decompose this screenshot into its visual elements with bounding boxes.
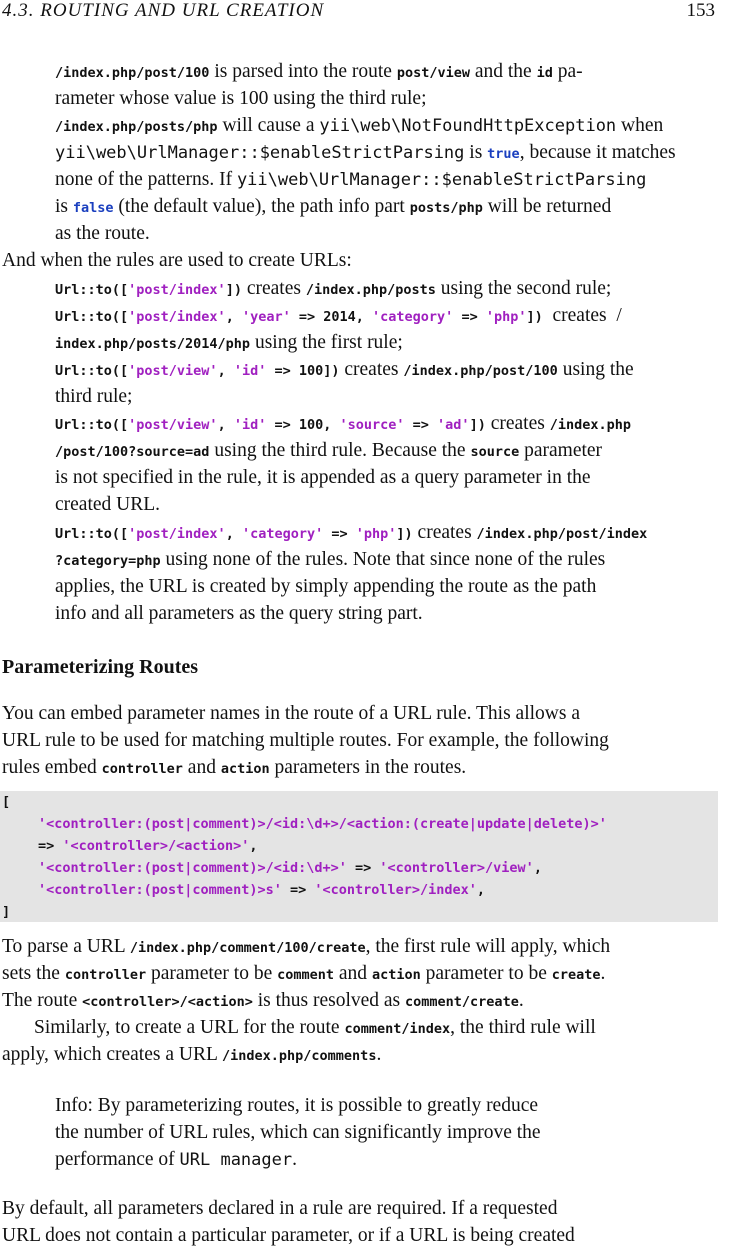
code-span: /index.php/posts [305,282,436,298]
code-span: create [551,967,601,983]
text: creates [412,522,477,543]
info-line1: Info: By parameterizing routes, it is possible to greatly reduce [55,1095,539,1116]
text: . [600,963,606,984]
list2-item3-cont: third rule; [55,386,133,407]
code-span: /post/100?source=ad [55,444,210,460]
text: creates [485,413,550,434]
code-span: /index.php/comment/100/create [129,940,366,956]
page-header [2,0,750,22]
code-span: comment/index [344,1021,451,1037]
string: 'category' [241,526,324,542]
text: performance of [55,1149,180,1170]
text: creates [241,278,306,299]
para3-line1: By default, all parameters declared in a rule are required. If a requested [2,1198,558,1219]
code-span: /index.php/comments [222,1048,377,1064]
text: is parsed into the route [209,61,397,82]
string: 'source' [339,417,405,433]
text: parameter [519,440,603,461]
text: is thus resolved as [252,990,406,1011]
code-span: => 2014, [290,309,373,325]
text: . [518,990,524,1011]
list2-item2-cont [55,331,403,356]
code-span: ]) [469,417,486,433]
code-span: Url::to([ [55,417,129,433]
code-line: [ [2,794,11,810]
code-token: => [346,860,380,876]
text: (the default value), the path info part [113,196,410,217]
code-span: post/view [396,65,470,81]
para2-line1 [2,935,610,960]
page-number: 153 [686,0,715,21]
text: . [292,1149,297,1170]
code-line [38,857,542,879]
text: pa- [552,61,583,82]
list1-line4 [55,141,676,166]
list2-item4 [55,412,631,437]
list1-line5 [55,168,646,192]
text: and [334,963,372,984]
string: 'year' [241,309,291,325]
para1-line2: URL rule to be used for matching multiple routes. For example, the following [2,730,609,751]
code-block [0,791,718,922]
code-span: /index.php/posts/php [55,119,218,135]
list2-item1 [55,277,611,302]
code-span: index.php/posts/2014/php [55,336,251,352]
code-string: '<controller:(post|comment)>s' [38,882,282,898]
list2-item5-cont1 [55,548,605,573]
para2-line3 [2,989,524,1014]
text: parameter to be [420,963,552,984]
code-span: action [371,967,421,983]
code-token: , [533,860,542,876]
text: To parse a URL [2,936,130,957]
code-span: Url::to([ [55,526,129,542]
text: will cause a [217,115,320,136]
keyword-false: false [72,200,114,216]
list2-item3 [55,358,634,383]
intro-create-urls: And when the rules are used to create URLs: [2,250,352,271]
text: sets the [2,963,65,984]
code-span: id [536,65,553,81]
code-span: => [323,526,356,542]
code-span: source [470,444,520,460]
code-span: posts/php [409,200,483,216]
code-span: controller [101,761,183,777]
list2-item4-cont3: created URL. [55,494,161,515]
class-name: yii\web\UrlManager::$enableStrictParsing [55,143,465,163]
list2-item2 [55,304,622,329]
text: is [464,142,488,163]
code-span: => [404,417,438,433]
code-span: ?category=php [55,553,161,569]
code-string: '<controller:(post|comment)>/<id:\d+>' [38,860,347,876]
text: using none of the rules. Note that since none of the rules [160,549,606,570]
text: using the [557,359,634,380]
code-line [38,879,485,901]
string: 'category' [372,309,454,325]
info-line2: the number of URL rules, which can significantly improve the [55,1122,541,1143]
list1-line1 [55,60,583,85]
code-line [38,835,257,857]
list2-item4-cont1 [55,439,602,464]
code-line: '<controller:(post|comment)>/<id:\d+>/<action:(create|update|delete)>' [38,816,607,832]
class-name: yii\web\NotFoundHttpException [319,116,617,136]
text: parameters in the routes. [269,757,467,778]
code-span: /index.php [549,417,631,433]
code-span: /index.php/post/index [476,526,648,542]
info-line3 [55,1148,297,1172]
text: The route [2,990,83,1011]
string: 'post/view' [128,417,218,433]
code-span: Url::to([ [55,282,129,298]
code-span: Url::to([ [55,363,129,379]
list2-item5-cont3: info and all parameters as the query string part. [55,603,423,624]
code-string: '<controller>/view' [379,860,534,876]
text: , the third rule will [450,1017,596,1038]
text: using the first rule; [250,332,403,353]
string: 'php' [485,309,527,325]
code-span: => 100]) [266,363,340,379]
code-token: , [476,882,486,898]
text: will be returned [482,196,612,217]
para2-line5 [2,1043,381,1068]
text: parameter to be [146,963,278,984]
para1-line3 [2,756,466,781]
code-span: URL manager [179,1150,293,1170]
string: 'ad' [437,417,470,433]
running-head: 4.3. ROUTING AND URL CREATION [2,0,325,21]
list2-item5-cont2: applies, the URL is created by simply appending the route as the path [55,576,597,597]
string: 'post/view' [128,363,218,379]
list1-line6 [55,195,611,220]
code-span: action [220,761,270,777]
list2-item4-cont2: is not specified in the rule, it is appended as a query parameter in the [55,467,591,488]
code-token: => [38,838,63,854]
text: when [616,115,664,136]
text: apply, which creates a URL [2,1044,223,1065]
code-span: => [453,309,486,325]
text: none of the patterns. If [55,169,237,190]
text: rules embed [2,757,102,778]
code-line: ] [2,904,11,920]
code-span: ]) [225,282,242,298]
code-span: , [225,309,242,325]
text: , because it matches [519,142,676,163]
code-span: /index.php/post/100 [403,363,558,379]
code-span: controller [64,967,147,983]
keyword-true: true [487,146,520,162]
text: using the second rule; [435,278,612,299]
code-span: ]) [396,526,413,542]
para3-line2: URL does not contain a particular parameter, or if a URL is being created [2,1225,575,1246]
para2-line4 [34,1016,596,1041]
text: . [376,1044,382,1065]
code-span: <controller>/<action> [82,994,253,1010]
text: using the third rule. Because the [209,440,471,461]
list1-line3 [55,114,663,139]
text: and the [469,61,537,82]
code-token: => [281,882,315,898]
list2-item5 [55,521,647,546]
string: 'post/index' [128,282,226,298]
code-span: , [217,417,234,433]
string: 'php' [355,526,397,542]
text: Similarly, to create a URL for the route [34,1017,345,1038]
code-span: => 100, [266,417,340,433]
text: is [55,196,73,217]
code-string: '<controller>/index' [314,882,477,898]
code-span: /index.php/post/100 [55,65,210,81]
list1-line7: as the route. [55,223,150,244]
string: 'id' [233,363,267,379]
string: 'post/index' [128,526,226,542]
para1-line1: You can embed parameter names in the route of a URL rule. This allows a [2,703,580,724]
code-span: comment/create [405,994,519,1010]
class-name: yii\web\UrlManager::$enableStrictParsing [236,170,647,190]
code-span: ]) [526,309,543,325]
code-span: , [225,526,242,542]
section-heading: Parameterizing Routes [2,656,199,678]
list1-line2: rameter whose value is 100 using the third rule; [55,88,427,109]
text: creates [339,359,404,380]
string: 'post/index' [128,309,226,325]
string: 'id' [233,417,267,433]
text: and [182,757,221,778]
code-span: , [217,363,234,379]
code-string: '<controller>/<action>' [62,838,250,854]
code-span: Url::to([ [55,309,129,325]
code-token: , [249,838,258,854]
text: creates / [542,305,622,326]
code-span: comment [277,967,335,983]
para2-line2 [2,962,605,987]
text: , the first rule will apply, which [365,936,611,957]
